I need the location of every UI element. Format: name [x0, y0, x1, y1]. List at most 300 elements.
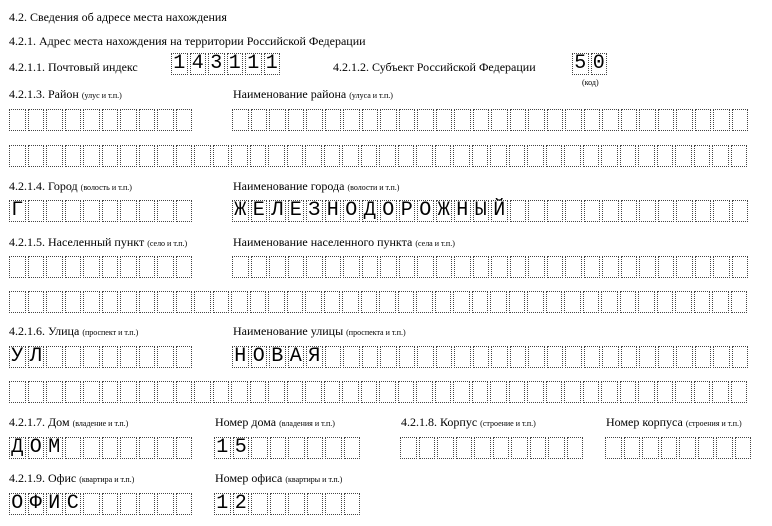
char-cell [157, 493, 174, 515]
char-cell [343, 346, 360, 368]
char-cell [435, 145, 452, 167]
char-cell [380, 256, 397, 278]
char-cell [231, 145, 248, 167]
char-cell [120, 291, 137, 313]
char-cell [694, 381, 711, 403]
char-cell [658, 256, 675, 278]
char-cell [456, 437, 473, 459]
char-cell [120, 200, 137, 222]
char-cell [306, 109, 323, 131]
char-cell [287, 381, 304, 403]
char-cell [639, 200, 656, 222]
char-cell [732, 256, 749, 278]
char-cell [28, 145, 45, 167]
char-cell [399, 109, 416, 131]
locality-name-field-line1[interactable] [232, 256, 750, 278]
char-cell [342, 381, 359, 403]
house-number-field[interactable] [214, 437, 362, 459]
char-cell: 4 [190, 53, 207, 75]
char-cell [9, 145, 26, 167]
char-cell [620, 381, 637, 403]
building-number-field[interactable] [605, 437, 753, 459]
char-cell [362, 346, 379, 368]
char-cell [250, 291, 267, 313]
char-cell [139, 381, 156, 403]
char-cell [510, 256, 527, 278]
char-cell [399, 256, 416, 278]
char-cell [493, 437, 510, 459]
char-cell [657, 381, 674, 403]
char-cell [491, 346, 508, 368]
char-cell [548, 437, 565, 459]
char-cell [120, 256, 137, 278]
char-cell [157, 145, 174, 167]
char-cell: Д [362, 200, 379, 222]
char-cell [28, 256, 45, 278]
char-cell [695, 109, 712, 131]
char-cell [694, 291, 711, 313]
char-cell [658, 346, 675, 368]
char-cell: 3 [208, 53, 225, 75]
char-cell [361, 145, 378, 167]
city-name-field[interactable] [232, 200, 750, 222]
char-cell [231, 381, 248, 403]
char-cell [731, 145, 748, 167]
char-cell [490, 381, 507, 403]
char-cell [9, 256, 26, 278]
char-cell [642, 437, 659, 459]
char-cell [473, 109, 490, 131]
char-cell [325, 346, 342, 368]
char-cell [194, 145, 211, 167]
char-cell [437, 437, 454, 459]
char-cell: Л [269, 200, 286, 222]
street-name-field-line1[interactable] [232, 346, 750, 368]
char-cell [9, 381, 26, 403]
building-label: 4.2.1.8. Корпус (строение и т.п.) [401, 415, 536, 429]
char-cell [453, 291, 470, 313]
char-cell [583, 291, 600, 313]
char-cell [250, 145, 267, 167]
char-cell [732, 109, 749, 131]
char-cell: О [251, 346, 268, 368]
char-cell [231, 291, 248, 313]
char-cell [46, 256, 63, 278]
char-cell [565, 256, 582, 278]
char-cell [270, 437, 287, 459]
char-cell: Я [306, 346, 323, 368]
char-cell [325, 437, 342, 459]
char-cell [713, 256, 730, 278]
region-code-field[interactable] [572, 53, 609, 75]
char-cell [362, 109, 379, 131]
char-cell [602, 346, 619, 368]
char-cell [176, 200, 193, 222]
char-cell [416, 291, 433, 313]
char-cell [343, 109, 360, 131]
char-cell [379, 381, 396, 403]
char-cell: Е [288, 200, 305, 222]
char-cell [528, 256, 545, 278]
office-number-label: Номер офиса (квартиры и т.п.) [215, 471, 343, 485]
char-cell: Н [232, 346, 249, 368]
char-cell [157, 109, 174, 131]
char-cell [194, 291, 211, 313]
char-cell: Н [454, 200, 471, 222]
char-cell [731, 291, 748, 313]
char-cell [601, 291, 618, 313]
char-cell [102, 256, 119, 278]
char-cell [139, 109, 156, 131]
char-cell [621, 200, 638, 222]
char-cell [601, 381, 618, 403]
char-cell: 1 [264, 53, 281, 75]
char-cell [527, 291, 544, 313]
char-cell [139, 145, 156, 167]
char-cell [657, 145, 674, 167]
char-cell [716, 437, 733, 459]
char-cell: О [28, 437, 45, 459]
char-cell [268, 381, 285, 403]
char-cell [287, 145, 304, 167]
char-cell [344, 493, 361, 515]
char-cell [305, 381, 322, 403]
char-cell [268, 291, 285, 313]
char-cell [435, 291, 452, 313]
char-cell [695, 256, 712, 278]
char-cell [83, 291, 100, 313]
char-cell: Ж [436, 200, 453, 222]
char-cell: 1 [214, 493, 231, 515]
char-cell [83, 381, 100, 403]
char-cell [567, 437, 584, 459]
char-cell: И [46, 493, 63, 515]
char-cell [176, 493, 193, 515]
char-cell [584, 346, 601, 368]
char-cell [675, 381, 692, 403]
char-cell [454, 256, 471, 278]
char-cell: Р [399, 200, 416, 222]
char-cell [176, 291, 193, 313]
char-cell [605, 437, 622, 459]
postal-code-field[interactable] [171, 53, 282, 75]
char-cell [547, 346, 564, 368]
char-cell [380, 109, 397, 131]
char-cell [28, 109, 45, 131]
char-cell [624, 437, 641, 459]
char-cell [454, 109, 471, 131]
char-cell [269, 256, 286, 278]
char-cell [417, 256, 434, 278]
char-cell [324, 145, 341, 167]
char-cell [583, 381, 600, 403]
char-cell [712, 291, 729, 313]
char-cell [65, 200, 82, 222]
char-cell [398, 381, 415, 403]
char-cell [83, 145, 100, 167]
char-cell [288, 109, 305, 131]
char-cell [639, 346, 656, 368]
char-cell [527, 145, 544, 167]
char-cell: 5 [233, 437, 250, 459]
char-cell [675, 145, 692, 167]
char-cell [102, 109, 119, 131]
district-name-field-line1[interactable] [232, 109, 750, 131]
char-cell [157, 437, 174, 459]
char-cell [436, 109, 453, 131]
char-cell [28, 381, 45, 403]
char-cell [661, 437, 678, 459]
char-cell [658, 200, 675, 222]
char-cell [473, 346, 490, 368]
char-cell [176, 256, 193, 278]
char-cell [288, 256, 305, 278]
char-cell [176, 145, 193, 167]
char-cell [676, 109, 693, 131]
char-cell [621, 256, 638, 278]
char-cell [491, 256, 508, 278]
char-cell [83, 200, 100, 222]
char-cell [473, 256, 490, 278]
district-name-field-line2[interactable] [9, 145, 749, 167]
char-cell [361, 291, 378, 313]
char-cell [157, 200, 174, 222]
char-cell [584, 256, 601, 278]
city-label: 4.2.1.4. Город (волость и т.п.) [9, 179, 132, 193]
char-cell [232, 109, 249, 131]
char-cell [584, 109, 601, 131]
postal-code-label: 4.2.1.1. Почтовый индекс [9, 60, 138, 74]
char-cell [472, 145, 489, 167]
char-cell [509, 145, 526, 167]
char-cell [547, 200, 564, 222]
char-cell: 1 [214, 437, 231, 459]
char-cell [435, 381, 452, 403]
locality-name-label: Наименование населенного пункта (села и т.п.) [233, 235, 455, 249]
char-cell [213, 145, 230, 167]
char-cell [325, 256, 342, 278]
char-cell [46, 381, 63, 403]
char-cell [658, 109, 675, 131]
char-cell [564, 381, 581, 403]
char-cell [342, 145, 359, 167]
char-cell [547, 109, 564, 131]
char-cell [453, 381, 470, 403]
char-cell [564, 145, 581, 167]
char-cell [232, 256, 249, 278]
char-cell [213, 291, 230, 313]
char-cell [83, 256, 100, 278]
char-cell [527, 381, 544, 403]
char-cell [307, 493, 324, 515]
char-cell: А [288, 346, 305, 368]
char-cell [250, 381, 267, 403]
char-cell [102, 291, 119, 313]
char-cell [120, 437, 137, 459]
office-number-field[interactable] [214, 493, 362, 515]
char-cell [120, 109, 137, 131]
char-cell: Д [9, 437, 26, 459]
char-cell [83, 109, 100, 131]
char-cell: 2 [233, 493, 250, 515]
char-cell: Й [491, 200, 508, 222]
char-cell [344, 437, 361, 459]
char-cell: Е [251, 200, 268, 222]
char-cell [510, 200, 527, 222]
char-cell: Г [9, 200, 26, 222]
region-label: 4.2.1.2. Субъект Российской Федерации [333, 60, 536, 74]
char-cell [324, 381, 341, 403]
char-cell [46, 109, 63, 131]
char-cell [65, 437, 82, 459]
char-cell [361, 381, 378, 403]
char-cell: У [9, 346, 26, 368]
char-cell [305, 145, 322, 167]
char-cell [65, 291, 82, 313]
char-cell [510, 109, 527, 131]
char-cell [157, 291, 174, 313]
char-cell [46, 145, 63, 167]
char-cell [362, 256, 379, 278]
char-cell [675, 291, 692, 313]
district-label: 4.2.1.3. Район (улус и т.п.) [9, 87, 122, 101]
char-cell [306, 256, 323, 278]
char-cell [698, 437, 715, 459]
char-cell [251, 437, 268, 459]
char-cell [9, 291, 26, 313]
char-cell [83, 346, 100, 368]
office-type-field[interactable] [9, 493, 194, 515]
char-cell [511, 437, 528, 459]
building-number-label: Номер корпуса (строения и т.п.) [606, 415, 742, 429]
char-cell [528, 109, 545, 131]
char-cell [9, 109, 26, 131]
char-cell [176, 346, 193, 368]
city-name-label: Наименование города (волости и т.п.) [233, 179, 400, 193]
char-cell [509, 291, 526, 313]
char-cell [713, 200, 730, 222]
subsection-title: 4.2.1. Адрес места нахождения на территории Российской Федерации [9, 34, 366, 48]
char-cell [621, 109, 638, 131]
char-cell [679, 437, 696, 459]
char-cell [251, 493, 268, 515]
char-cell [46, 291, 63, 313]
char-cell [602, 256, 619, 278]
char-cell [325, 493, 342, 515]
locality-label: 4.2.1.5. Населенный пункт (село и т.п.) [9, 235, 188, 249]
char-cell [120, 381, 137, 403]
char-cell [65, 346, 82, 368]
char-cell [102, 200, 119, 222]
char-cell [288, 493, 305, 515]
house-number-label: Номер дома (владения и т.п.) [215, 415, 335, 429]
char-cell [139, 346, 156, 368]
street-name-label: Наименование улицы (проспекта и т.п.) [233, 324, 406, 338]
char-cell [416, 145, 433, 167]
char-cell [491, 109, 508, 131]
char-cell [139, 200, 156, 222]
char-cell [621, 346, 638, 368]
char-cell [565, 109, 582, 131]
char-cell [379, 291, 396, 313]
house-type-field[interactable] [9, 437, 194, 459]
char-cell [416, 381, 433, 403]
char-cell [713, 346, 730, 368]
char-cell [695, 200, 712, 222]
char-cell [343, 256, 360, 278]
char-cell [398, 291, 415, 313]
char-cell [657, 291, 674, 313]
char-cell [436, 346, 453, 368]
char-cell [400, 437, 417, 459]
char-cell [251, 109, 268, 131]
char-cell [102, 381, 119, 403]
char-cell [176, 381, 193, 403]
char-cell [65, 381, 82, 403]
char-cell: Н [325, 200, 342, 222]
char-cell: 1 [245, 53, 262, 75]
char-cell [157, 256, 174, 278]
office-label: 4.2.1.9. Офис (квартира и т.п.) [9, 471, 135, 485]
char-cell [639, 256, 656, 278]
char-cell: О [9, 493, 26, 515]
char-cell [324, 291, 341, 313]
char-cell [584, 200, 601, 222]
char-cell [270, 493, 287, 515]
char-cell: О [343, 200, 360, 222]
char-cell [102, 493, 119, 515]
char-cell [490, 145, 507, 167]
char-cell [694, 145, 711, 167]
char-cell [639, 109, 656, 131]
char-cell: О [417, 200, 434, 222]
char-cell [436, 256, 453, 278]
char-cell [676, 346, 693, 368]
char-cell [28, 291, 45, 313]
char-cell [342, 291, 359, 313]
char-cell [638, 381, 655, 403]
char-cell [176, 109, 193, 131]
street-label: 4.2.1.6. Улица (проспект и т.п.) [9, 324, 139, 338]
char-cell [546, 381, 563, 403]
locality-type-field[interactable] [9, 256, 194, 278]
char-cell [288, 437, 305, 459]
char-cell [379, 145, 396, 167]
char-cell [194, 381, 211, 403]
city-type-field[interactable] [9, 200, 194, 222]
char-cell [712, 145, 729, 167]
char-cell [546, 291, 563, 313]
district-type-field[interactable] [9, 109, 194, 131]
char-cell [601, 145, 618, 167]
locality-name-field-line2[interactable] [9, 291, 749, 313]
street-type-field[interactable] [9, 346, 194, 368]
street-name-field-line2[interactable] [9, 381, 749, 403]
section-title: 4.2. Сведения об адресе места нахождения [9, 10, 227, 24]
char-cell [139, 437, 156, 459]
char-cell [547, 256, 564, 278]
char-cell [417, 346, 434, 368]
char-cell [120, 346, 137, 368]
char-cell [157, 346, 174, 368]
char-cell [454, 346, 471, 368]
char-cell [695, 346, 712, 368]
building-type-field[interactable] [400, 437, 585, 459]
char-cell [102, 437, 119, 459]
char-cell: Ж [232, 200, 249, 222]
char-cell: 1 [227, 53, 244, 75]
char-cell [472, 291, 489, 313]
